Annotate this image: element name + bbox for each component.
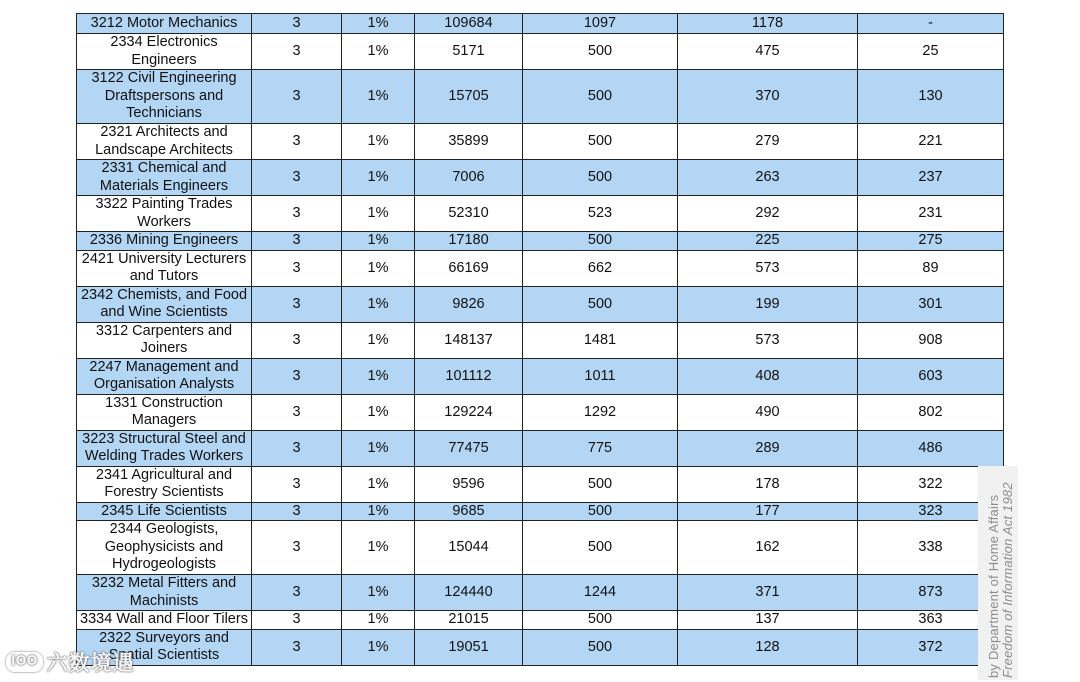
col-2-cell: 1%: [342, 322, 415, 358]
col-6-cell: -: [858, 14, 1004, 34]
col-5-cell: 475: [678, 34, 858, 70]
col-1-cell: 3: [252, 629, 342, 665]
col-2-cell: 1%: [342, 358, 415, 394]
table-row: [77, 250, 1004, 286]
col-1-cell: 3: [252, 70, 342, 124]
col-2-cell: 1%: [342, 34, 415, 70]
logo-icon: lOO: [6, 652, 43, 672]
table-row: [77, 124, 1004, 160]
col-6-cell: 486: [858, 430, 1004, 466]
occupation-cell: 2345 Life Scientists: [77, 502, 252, 521]
col-2-cell: 1%: [342, 250, 415, 286]
col-3-cell: 129224: [415, 394, 523, 430]
table-body: [77, 14, 1004, 666]
table-row: [77, 521, 1004, 575]
col-1-cell: 3: [252, 286, 342, 322]
col-6-cell: 130: [858, 70, 1004, 124]
occupation-cell: 2421 University Lecturers and Tutors: [77, 250, 252, 286]
col-4-cell: 662: [523, 250, 678, 286]
col-3-cell: 17180: [415, 232, 523, 251]
col-1-cell: 3: [252, 611, 342, 630]
col-4-cell: 500: [523, 34, 678, 70]
col-1-cell: 3: [252, 196, 342, 232]
col-3-cell: 19051: [415, 629, 523, 665]
col-5-cell: 137: [678, 611, 858, 630]
col-4-cell: 1481: [523, 322, 678, 358]
col-1-cell: 3: [252, 34, 342, 70]
occupation-cell: 3232 Metal Fitters and Machinists: [77, 575, 252, 611]
col-2-cell: 1%: [342, 466, 415, 502]
col-1-cell: 3: [252, 521, 342, 575]
col-3-cell: 77475: [415, 430, 523, 466]
col-5-cell: 279: [678, 124, 858, 160]
occupation-cell: 2336 Mining Engineers: [77, 232, 252, 251]
col-6-cell: 231: [858, 196, 1004, 232]
col-5-cell: 292: [678, 196, 858, 232]
col-6-cell: 221: [858, 124, 1004, 160]
col-4-cell: 523: [523, 196, 678, 232]
col-1-cell: 3: [252, 502, 342, 521]
col-1-cell: 3: [252, 14, 342, 34]
col-5-cell: 408: [678, 358, 858, 394]
col-4-cell: 1292: [523, 394, 678, 430]
col-2-cell: 1%: [342, 160, 415, 196]
col-6-cell: 603: [858, 358, 1004, 394]
col-6-cell: 873: [858, 575, 1004, 611]
col-3-cell: 52310: [415, 196, 523, 232]
col-5-cell: 371: [678, 575, 858, 611]
table-row: [77, 196, 1004, 232]
col-4-cell: 500: [523, 124, 678, 160]
table-row: [77, 430, 1004, 466]
col-5-cell: 573: [678, 322, 858, 358]
table-row: [77, 160, 1004, 196]
col-5-cell: 225: [678, 232, 858, 251]
occupation-cell: 3322 Painting Trades Workers: [77, 196, 252, 232]
col-3-cell: 101112: [415, 358, 523, 394]
col-4-cell: 500: [523, 521, 678, 575]
col-3-cell: 9596: [415, 466, 523, 502]
table-row: [77, 502, 1004, 521]
col-6-cell: 363: [858, 611, 1004, 630]
col-1-cell: 3: [252, 124, 342, 160]
occupation-cell: 2344 Geologists, Geophysicists and Hydrogeologists: [77, 521, 252, 575]
col-6-cell: 322: [858, 466, 1004, 502]
col-1-cell: 3: [252, 575, 342, 611]
col-2-cell: 1%: [342, 611, 415, 630]
col-1-cell: 3: [252, 358, 342, 394]
col-5-cell: 289: [678, 430, 858, 466]
col-1-cell: 3: [252, 232, 342, 251]
col-6-cell: 275: [858, 232, 1004, 251]
col-1-cell: 3: [252, 394, 342, 430]
col-6-cell: 908: [858, 322, 1004, 358]
col-6-cell: 301: [858, 286, 1004, 322]
col-3-cell: 5171: [415, 34, 523, 70]
col-2-cell: 1%: [342, 14, 415, 34]
col-2-cell: 1%: [342, 232, 415, 251]
col-4-cell: 500: [523, 286, 678, 322]
table-row: [77, 358, 1004, 394]
occupation-cell: 1331 Construction Managers: [77, 394, 252, 430]
table-row: [77, 466, 1004, 502]
col-6-cell: 237: [858, 160, 1004, 196]
col-5-cell: 177: [678, 502, 858, 521]
col-3-cell: 109684: [415, 14, 523, 34]
col-2-cell: 1%: [342, 286, 415, 322]
col-1-cell: 3: [252, 466, 342, 502]
col-5-cell: 370: [678, 70, 858, 124]
col-3-cell: 7006: [415, 160, 523, 196]
col-3-cell: 9685: [415, 502, 523, 521]
watermark-line-2: Freedom of Information Act 1982: [1000, 482, 1015, 678]
col-5-cell: 263: [678, 160, 858, 196]
occupation-cell: 2342 Chemists, and Food and Wine Scientists: [77, 286, 252, 322]
col-4-cell: 500: [523, 160, 678, 196]
table-row: [77, 575, 1004, 611]
col-5-cell: 490: [678, 394, 858, 430]
occupation-cell: 2341 Agricultural and Forestry Scientists: [77, 466, 252, 502]
occupation-cell: 3223 Structural Steel and Welding Trades Workers: [77, 430, 252, 466]
col-3-cell: 9826: [415, 286, 523, 322]
col-3-cell: 21015: [415, 611, 523, 630]
col-3-cell: 148137: [415, 322, 523, 358]
occupation-cell: 3334 Wall and Floor Tilers: [77, 611, 252, 630]
col-6-cell: 338: [858, 521, 1004, 575]
col-4-cell: 500: [523, 629, 678, 665]
col-1-cell: 3: [252, 160, 342, 196]
table-row: [77, 14, 1004, 34]
col-2-cell: 1%: [342, 629, 415, 665]
col-5-cell: 128: [678, 629, 858, 665]
col-3-cell: 66169: [415, 250, 523, 286]
foi-watermark: [978, 466, 1018, 680]
col-6-cell: 89: [858, 250, 1004, 286]
table-row: [77, 34, 1004, 70]
logo-name: 六数境遇: [46, 651, 135, 675]
occupation-cell: 2322 Surveyors and Spatial Scientists: [77, 629, 252, 665]
col-4-cell: 500: [523, 502, 678, 521]
col-2-cell: 1%: [342, 575, 415, 611]
col-3-cell: 35899: [415, 124, 523, 160]
col-4-cell: 1011: [523, 358, 678, 394]
col-4-cell: 500: [523, 232, 678, 251]
col-4-cell: 500: [523, 611, 678, 630]
occupation-table: [76, 13, 1004, 666]
table-row: [77, 322, 1004, 358]
table-row: [77, 286, 1004, 322]
table-row: [77, 629, 1004, 665]
col-5-cell: 162: [678, 521, 858, 575]
col-2-cell: 1%: [342, 430, 415, 466]
col-4-cell: 500: [523, 466, 678, 502]
col-2-cell: 1%: [342, 196, 415, 232]
table-row: [77, 232, 1004, 251]
col-1-cell: 3: [252, 322, 342, 358]
col-1-cell: 3: [252, 250, 342, 286]
table-row: [77, 70, 1004, 124]
occupation-cell: 3212 Motor Mechanics: [77, 14, 252, 34]
occupation-cell: 2247 Management and Organisation Analysts: [77, 358, 252, 394]
col-5-cell: 199: [678, 286, 858, 322]
col-2-cell: 1%: [342, 394, 415, 430]
col-6-cell: 323: [858, 502, 1004, 521]
col-4-cell: 1097: [523, 14, 678, 34]
table-row: [77, 611, 1004, 630]
occupation-cell: 2331 Chemical and Materials Engineers: [77, 160, 252, 196]
col-1-cell: 3: [252, 430, 342, 466]
col-3-cell: 15705: [415, 70, 523, 124]
table-row: [77, 394, 1004, 430]
occupation-cell: 3312 Carpenters and Joiners: [77, 322, 252, 358]
col-5-cell: 178: [678, 466, 858, 502]
occupation-cell: 3122 Civil Engineering Draftspersons and Technicians: [77, 70, 252, 124]
col-6-cell: 372: [858, 629, 1004, 665]
col-6-cell: 25: [858, 34, 1004, 70]
col-2-cell: 1%: [342, 521, 415, 575]
col-2-cell: 1%: [342, 502, 415, 521]
col-3-cell: 124440: [415, 575, 523, 611]
col-4-cell: 775: [523, 430, 678, 466]
col-4-cell: 1244: [523, 575, 678, 611]
col-2-cell: 1%: [342, 124, 415, 160]
watermark-line-1: by Department of Home Affairs: [986, 494, 1001, 678]
occupation-cell: 2321 Architects and Landscape Architects: [77, 124, 252, 160]
col-6-cell: 802: [858, 394, 1004, 430]
col-2-cell: 1%: [342, 70, 415, 124]
occupation-cell: 2334 Electronics Engineers: [77, 34, 252, 70]
col-5-cell: 573: [678, 250, 858, 286]
col-3-cell: 15044: [415, 521, 523, 575]
col-4-cell: 500: [523, 70, 678, 124]
col-5-cell: 1178: [678, 14, 858, 34]
source-logo: [6, 648, 135, 676]
